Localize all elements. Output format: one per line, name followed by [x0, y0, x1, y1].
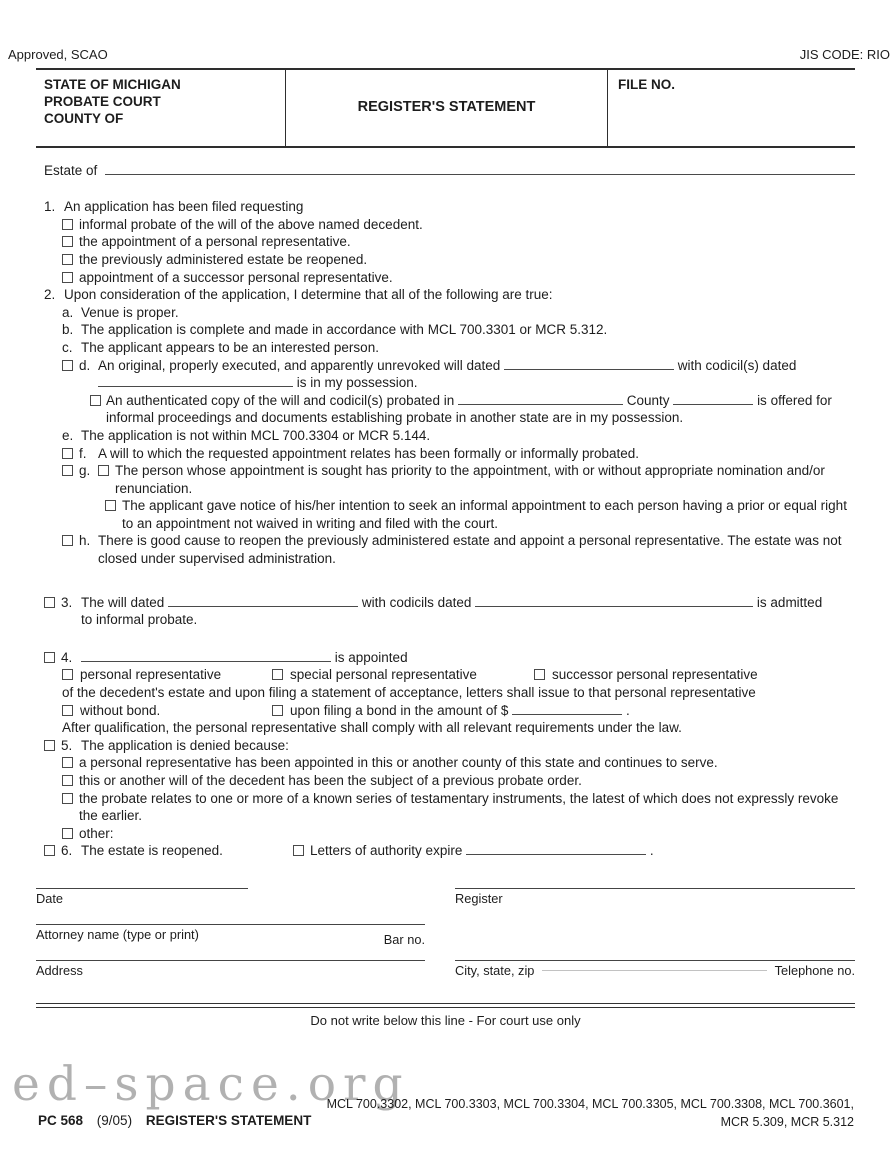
item-2g-notice-text: The applicant gave notice of his/her intention to seek an informal appointment to each person having a prior or equal right to an appointment not waived in writing and filed with the court.: [122, 498, 847, 531]
option-row: [44, 251, 855, 269]
option-row: [44, 825, 855, 843]
option-upon-filing-bond: [272, 702, 630, 720]
bond-amount-field[interactable]: [512, 702, 622, 715]
attorney-row: [36, 924, 425, 960]
form-revision: (9/05): [96, 1113, 133, 1128]
caption-table: [36, 68, 855, 148]
checkbox-2h[interactable]: [62, 535, 73, 546]
city-phone-row: [455, 960, 855, 996]
section-3-text: [81, 594, 855, 629]
date-row: [36, 888, 425, 924]
checkbox-bond[interactable]: [272, 705, 283, 716]
checkbox-authenticated-copy[interactable]: [90, 395, 101, 406]
option-row: [44, 772, 855, 790]
checkbox-estate-reopened[interactable]: [62, 254, 73, 265]
section-5-header: [44, 737, 855, 755]
court-use-only-label: Do not write below this line - For court use only: [310, 1012, 581, 1028]
item-letter: h.: [79, 533, 91, 549]
bar-no-label: Bar no.: [383, 931, 425, 947]
option-row: [44, 216, 855, 234]
address-row: [36, 960, 425, 996]
checkbox-without-bond[interactable]: [62, 705, 73, 716]
item-letter: e.: [62, 427, 74, 443]
item-letter: b.: [62, 322, 74, 338]
option-label: without bond.: [80, 702, 161, 718]
item-2d-part2: with codicil(s) dated: [677, 357, 797, 373]
item-letter: d.: [79, 357, 91, 373]
item-number: 2.: [44, 287, 56, 303]
estate-of-label: Estate of: [44, 162, 98, 178]
option-personal-representative: [62, 666, 272, 684]
section-4-header: [44, 649, 855, 667]
form-title: REGISTER'S STATEMENT: [357, 98, 536, 115]
section-3-part3: is admitted: [756, 594, 823, 610]
item-letter: g.: [79, 463, 91, 479]
signature-block: [36, 888, 855, 996]
bond-period: .: [625, 702, 630, 718]
checkbox-2g[interactable]: [62, 465, 73, 476]
estate-of-row: [36, 162, 855, 180]
option-label: other:: [79, 825, 114, 841]
section-2-text: Upon consideration of the application, I determine that all of the following are true:: [64, 287, 553, 303]
probated-in-field[interactable]: [458, 392, 623, 405]
section-3-part4: to informal probate.: [81, 612, 198, 628]
codicil-date-field[interactable]: [98, 374, 293, 387]
item-2a-text: Venue is proper.: [81, 304, 179, 320]
bond-text: [290, 702, 630, 720]
item-2b: [44, 321, 855, 339]
option-row: [44, 754, 855, 772]
form-number: PC 568: [38, 1113, 84, 1128]
county-label: County: [626, 392, 670, 408]
option-label: successor personal representative: [552, 667, 758, 683]
section-1-text: An application has been filed requesting: [64, 199, 304, 215]
court-caption-cell: [36, 70, 285, 146]
item-2c: [44, 339, 855, 357]
option-label: the previously administered estate be reopened.: [79, 251, 368, 267]
section-5: [36, 737, 855, 843]
section-1: [36, 198, 855, 286]
telephone-label: Telephone no.: [774, 962, 855, 978]
date-label: Date: [36, 890, 64, 906]
option-label: the probate relates to one or more of a known series of testamentary instruments, the latest of which does not expressly revoke the earlier.: [79, 790, 839, 824]
option-label: special personal representative: [290, 667, 477, 683]
checkbox-5-series[interactable]: [62, 793, 73, 804]
item-2d-text: [98, 357, 855, 392]
item-number: 6.: [61, 843, 73, 859]
item-2d-part1: An original, properly executed, and apparently unrevoked will dated: [98, 357, 501, 373]
option-label: appointment of a successor personal representative.: [79, 269, 393, 285]
letters-expire-date-field[interactable]: [466, 842, 646, 855]
option-without-bond: [62, 702, 272, 720]
section-6: [36, 842, 855, 860]
item-number: 5.: [61, 737, 73, 753]
checkbox-5-other[interactable]: [62, 828, 73, 839]
section-5-text: The application is denied because:: [81, 737, 289, 753]
item-2f-text: A will to which the requested appointment relates has been formally or informally probated.: [98, 445, 640, 461]
footer-citations: [327, 1096, 854, 1131]
approved-scao-label: Approved, SCAO: [8, 47, 108, 62]
estate-reopened-label: The estate is reopened.: [81, 843, 223, 859]
item-letter: c.: [62, 339, 73, 355]
section-4-line3: of the decedent's estate and upon filing a statement of acceptance, letters shall issue to that personal representative: [62, 685, 756, 701]
empty-row: [455, 924, 855, 960]
item-2b-text: The application is complete and made in accordance with MCL 700.3301 or MCR 5.312.: [81, 322, 608, 338]
checkbox-5[interactable]: [44, 740, 55, 751]
item-2h-text: There is good cause to reopen the previously administered estate and appoint a personal representative. The estate was not closed under supervised administration.: [98, 533, 842, 567]
probate-court-label: PROBATE COURT: [44, 93, 161, 109]
register-label: Register: [455, 890, 503, 906]
item-2d-auth: [44, 392, 855, 427]
checkbox-personal-representative[interactable]: [62, 669, 73, 680]
file-no-cell[interactable]: [608, 70, 855, 146]
section-4-line5: After qualification, the personal representative shall comply with all relevant requirements under the law.: [62, 720, 682, 736]
option-label: this or another will of the decedent has been the subject of a previous probate order.: [79, 773, 582, 788]
city-state-zip-label: City, state, zip: [455, 962, 535, 978]
option-row: [44, 790, 855, 825]
item-2c-text: The applicant appears to be an interested person.: [81, 339, 379, 355]
auth-part1: An authenticated copy of the will and codicil(s) probated in: [106, 392, 455, 408]
option-row: [44, 269, 855, 287]
citation-line-1: MCL 700.3302, MCL 700.3303, MCL 700.3304, MCL 700.3305, MCL 700.3308, MCL 700.3601,: [326, 1097, 854, 1111]
item-2e: [44, 427, 855, 445]
state-of-michigan-label: STATE OF MICHIGAN: [44, 76, 181, 92]
item-2e-text: The application is not within MCL 700.3304 or MCR 5.144.: [81, 427, 431, 443]
codicils-date-field-3[interactable]: [475, 594, 753, 607]
item-2g: [44, 462, 855, 497]
footer-form-id: [38, 1112, 311, 1130]
item-number: 1.: [44, 199, 56, 215]
option-label: the appointment of a personal representative.: [79, 234, 351, 250]
checkbox-appointment-pr[interactable]: [62, 236, 73, 247]
signature-column-gap: [425, 888, 455, 996]
section-1-header: [44, 198, 855, 216]
item-2f: [44, 445, 855, 463]
form-title-cell: [285, 70, 608, 146]
letters-expire-period: .: [649, 843, 654, 859]
section-4-line1: [81, 649, 855, 667]
letters-expire-text: [310, 842, 654, 860]
item-letter: a.: [62, 304, 74, 320]
will-date-field-3[interactable]: [168, 594, 358, 607]
section-3-part1: The will dated: [81, 594, 165, 610]
citation-line-2: MCR 5.309, MCR 5.312: [720, 1114, 854, 1129]
item-2a: [44, 304, 855, 322]
checkbox-5-pr-appointed[interactable]: [62, 757, 73, 768]
checkbox-2f[interactable]: [62, 448, 73, 459]
option-successor-pr: [534, 666, 758, 684]
section-3-part2: with codicils dated: [361, 594, 472, 610]
option-label: a personal representative has been appointed in this or another county of this state and continues to serve.: [79, 755, 718, 771]
checkbox-2g-priority[interactable]: [98, 465, 109, 476]
item-2d-auth-text: [106, 392, 855, 427]
attorney-name-label: Attorney name (type or print): [36, 926, 199, 942]
county-field[interactable]: [673, 392, 753, 405]
option-label: informal probate of the will of the above named decedent.: [79, 216, 423, 232]
checkbox-3[interactable]: [44, 597, 55, 608]
checkbox-4[interactable]: [44, 652, 55, 663]
appointee-name-field[interactable]: [81, 649, 331, 662]
item-number: 4.: [61, 649, 73, 665]
option-label: personal representative: [80, 667, 222, 683]
option-row: [44, 233, 855, 251]
checkbox-informal-probate[interactable]: [62, 219, 73, 230]
watermark: ed–space.org: [12, 1057, 410, 1112]
option-special-pr: [272, 666, 534, 684]
top-bar: [0, 0, 892, 68]
court-use-divider: [36, 1003, 855, 1008]
section-3: [36, 594, 855, 629]
footer-form-title: REGISTER'S STATEMENT: [145, 1113, 312, 1128]
county-of-label: COUNTY OF: [44, 110, 124, 126]
jis-code-label: JIS CODE: RIO: [799, 47, 890, 62]
auth-part2: is offered for informal proceedings and documents establishing probate in another state are in my possession.: [106, 392, 832, 426]
item-2d: [44, 357, 855, 392]
section-4: [36, 649, 855, 737]
item-2g-priority-text: The person whose appointment is sought has priority to the appointment, with or without appropriate nomination and/or renunciation.: [115, 463, 825, 496]
section-2-header: [44, 286, 855, 304]
telephone-line[interactable]: [542, 970, 766, 980]
bond-label: upon filing a bond in the amount of $: [290, 702, 509, 718]
section-2: [36, 286, 855, 568]
item-2d-part3: is in my possession.: [296, 375, 418, 391]
item-number: 3.: [61, 594, 73, 610]
register-row: [455, 888, 855, 924]
file-no-label: FILE NO.: [618, 76, 675, 92]
checkbox-5-previous-order[interactable]: [62, 775, 73, 786]
address-label: Address: [36, 962, 83, 978]
signature-left-column: [36, 888, 425, 996]
bond-options-row: [62, 702, 855, 720]
checkbox-special-pr[interactable]: [272, 669, 283, 680]
item-letter: f.: [79, 445, 87, 461]
checkbox-2g-notice[interactable]: [105, 500, 116, 511]
will-date-field[interactable]: [504, 357, 674, 370]
representative-options-row: [62, 666, 855, 684]
checkbox-2d[interactable]: [62, 360, 73, 371]
item-2h: [44, 532, 855, 567]
item-2g-notice: [44, 497, 855, 532]
checkbox-letters-expire[interactable]: [293, 845, 304, 856]
signature-right-column: [455, 888, 855, 996]
is-appointed-label: is appointed: [334, 649, 408, 665]
checkbox-successor-pr-4[interactable]: [534, 669, 545, 680]
estate-name-field[interactable]: [105, 162, 855, 175]
letters-expire-label: Letters of authority expire: [310, 843, 463, 859]
checkbox-6[interactable]: [44, 845, 55, 856]
checkbox-successor-pr[interactable]: [62, 272, 73, 283]
